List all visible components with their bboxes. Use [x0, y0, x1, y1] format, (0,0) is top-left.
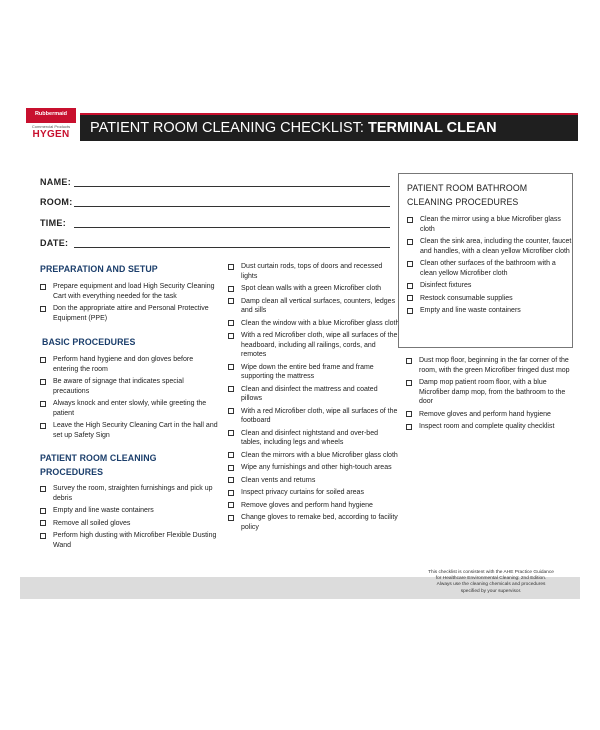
checklist-item[interactable]: Be aware of signage that indicates special precautions [40, 377, 218, 396]
checkbox[interactable] [228, 298, 234, 304]
logo-sub: Commercial Products [31, 124, 71, 129]
middle-list [228, 262, 400, 532]
title-main: PATIENT ROOM CLEANING CHECKLIST: [90, 120, 368, 136]
checkbox[interactable] [40, 533, 46, 539]
checklist-item[interactable]: Clean the sink area, including the counter, faucet and handles, with a clean yellow Microfiber cloth [407, 237, 572, 256]
checklist-item[interactable]: Always knock and enter slowly, while greeting the patient [40, 399, 218, 418]
checkbox[interactable] [228, 502, 234, 508]
checklist-item[interactable]: Survey the room, straighten furnishings and pick up debris [40, 484, 218, 503]
checkbox[interactable] [407, 283, 413, 289]
date-field[interactable]: DATE: [40, 228, 390, 249]
checklist-item[interactable]: Prepare equipment and load High Security Cleaning Cart with everything needed for the task [40, 282, 218, 301]
checklist-item[interactable]: Clean and disinfect the mattress and coated pillows [228, 385, 400, 404]
checklist-item[interactable]: Remove gloves and perform hand hygiene [406, 410, 576, 420]
middle-column [228, 262, 400, 535]
checkbox[interactable] [228, 364, 234, 370]
checklist-item[interactable]: Clean and disinfect nightstand and over-bed tables, including legs and wheels [228, 429, 400, 448]
checkbox[interactable] [40, 284, 46, 290]
checkbox[interactable] [40, 379, 46, 385]
checkbox[interactable] [406, 424, 412, 430]
checkbox[interactable] [228, 408, 234, 414]
checklist-item[interactable]: Remove all soiled gloves [40, 519, 218, 529]
checklist-item[interactable]: Empty and line waste containers [407, 306, 572, 316]
checkbox[interactable] [228, 264, 234, 270]
checkbox[interactable] [228, 490, 234, 496]
rubbermaid-hygen-logo [26, 108, 76, 148]
checklist-item[interactable]: Perform hand hygiene and don gloves before entering the room [40, 355, 218, 374]
bathroom-list [407, 215, 572, 316]
checkbox[interactable] [228, 465, 234, 471]
checkbox[interactable] [228, 333, 234, 339]
checkbox[interactable] [40, 357, 46, 363]
checkbox[interactable] [228, 430, 234, 436]
left-column [40, 262, 218, 553]
section-title-bathroom: PATIENT ROOM BATHROOM CLEANING PROCEDURES [407, 183, 528, 207]
checkbox[interactable] [407, 261, 413, 267]
checklist-item[interactable]: With a red Microfiber cloth, wipe all surfaces of the headboard, including all railings, cords, and remotes [228, 331, 400, 360]
checkbox[interactable] [228, 386, 234, 392]
checklist-item[interactable]: Don the appropriate attire and Personal Protective Equipment (PPE) [40, 304, 218, 323]
final-list [406, 356, 576, 432]
checkbox[interactable] [407, 217, 413, 223]
room-list [40, 484, 218, 550]
section-title-room: PATIENT ROOM CLEANING PROCEDURES [40, 453, 157, 477]
checklist-item[interactable]: Dust mop floor, beginning in the far corner of the room, with the green Microfiber fringed dust mop [406, 356, 576, 375]
checklist-item[interactable]: Empty and line waste containers [40, 506, 218, 516]
checkbox[interactable] [40, 508, 46, 514]
checklist-item[interactable]: Clean the mirror using a blue Microfiber glass cloth [407, 215, 572, 234]
checkbox[interactable] [40, 423, 46, 429]
checkbox[interactable] [228, 286, 234, 292]
section-title-prep: PREPARATION AND SETUP [40, 264, 158, 274]
checklist-item[interactable]: Inspect privacy curtains for soiled areas [228, 488, 400, 498]
checklist-item[interactable]: Restock consumable supplies [407, 294, 572, 304]
checklist-item[interactable]: Spot clean walls with a green Microfiber cloth [228, 284, 400, 294]
checkbox[interactable] [407, 308, 413, 314]
checkbox[interactable] [406, 411, 412, 417]
checklist-item[interactable]: Dust curtain rods, tops of doors and recessed lights [228, 262, 400, 281]
checklist-item[interactable]: Disinfect fixtures [407, 281, 572, 291]
checkbox[interactable] [228, 320, 234, 326]
checklist-item[interactable]: Wipe any furnishings and other high-touch areas [228, 463, 400, 473]
section-title-basic: BASIC PROCEDURES [42, 337, 136, 347]
logo-brand: Rubbermaid [26, 108, 76, 123]
checklist-item[interactable]: Change gloves to remake bed, according to facility policy [228, 513, 400, 532]
page-title [80, 113, 578, 141]
checklist-item[interactable]: Remove gloves and perform hand hygiene [228, 501, 400, 511]
checkbox[interactable] [228, 477, 234, 483]
checklist-item[interactable]: Wipe down the entire bed frame and frame supporting the mattress [228, 363, 400, 382]
checkbox[interactable] [40, 306, 46, 312]
checklist-item[interactable]: Leave the High Security Cleaning Cart in the hall and set up Safety Sign [40, 421, 218, 440]
checkbox[interactable] [407, 295, 413, 301]
checklist-item[interactable]: Inspect room and complete quality checklist [406, 422, 576, 432]
checkbox[interactable] [228, 515, 234, 521]
title-bold: TERMINAL CLEAN [367, 120, 497, 136]
checkbox[interactable] [407, 239, 413, 245]
checkbox[interactable] [40, 520, 46, 526]
logo-product: HYGEN [32, 129, 70, 140]
checkbox[interactable] [406, 380, 412, 386]
checklist-item[interactable]: Damp mop patient room floor, with a blue Microfiber damp mop, from the bathroom to the door [406, 378, 576, 407]
checklist-item[interactable]: Clean vents and returns [228, 476, 400, 486]
checkbox[interactable] [406, 358, 412, 364]
checklist-item[interactable]: Perform high dusting with Microfiber Flexible Dusting Wand [40, 531, 218, 550]
info-fields [40, 166, 390, 248]
time-field[interactable]: TIME: [40, 207, 390, 228]
checkbox[interactable] [228, 452, 234, 458]
checklist-item[interactable]: With a red Microfiber cloth, wipe all surfaces of the footboard [228, 407, 400, 426]
checklist-item[interactable]: Clean the mirrors with a blue Microfiber glass cloth [228, 451, 400, 461]
checkbox[interactable] [40, 401, 46, 407]
basic-list [40, 355, 218, 440]
checklist-item[interactable]: Clean other surfaces of the bathroom with a clean yellow Microfiber cloth [407, 259, 572, 278]
checklist-item[interactable]: Clean the window with a blue Microfiber glass cloth [228, 319, 400, 329]
right-column [406, 356, 576, 435]
prep-list [40, 282, 218, 323]
bathroom-box [398, 173, 573, 348]
checklist-item[interactable]: Damp clean all vertical surfaces, counters, ledges and sills [228, 297, 400, 316]
room-field[interactable]: ROOM: [40, 187, 390, 208]
name-field[interactable]: NAME: [40, 166, 390, 187]
checkbox[interactable] [40, 486, 46, 492]
disclaimer: This checklist is consistent with the AHE Practice Guidance for Healthcare Environmental Cleaning: 2nd Edition. Always use the cleaning chemicals and procedures specified by your supervisor. [428, 570, 554, 594]
